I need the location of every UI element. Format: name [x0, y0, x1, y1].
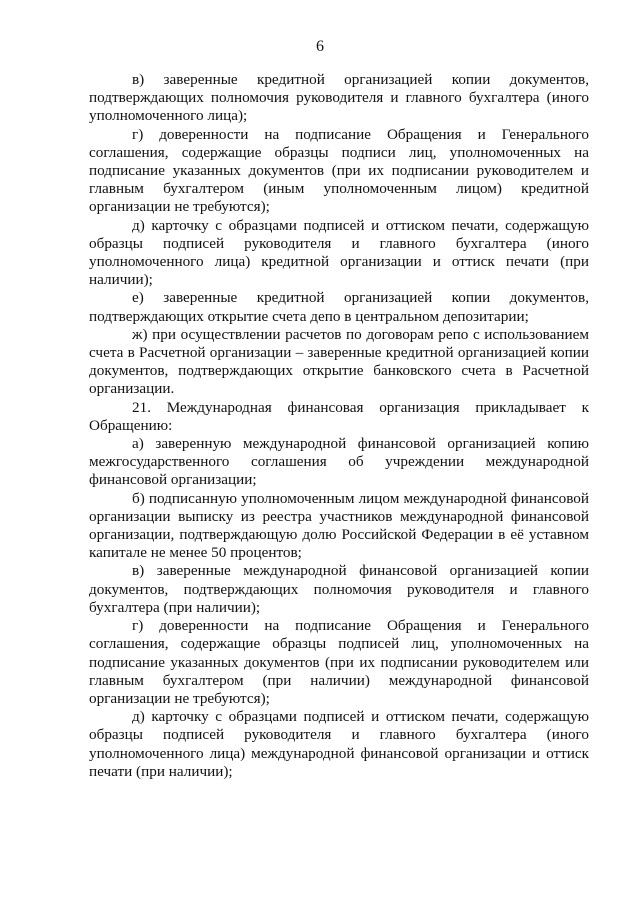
paragraph-g-bank-power-of-attorney: г) доверенности на подписание Обращения и Генерального соглашения, содержащие образцы подписи лиц, уполномоченных на подписание указанных документов (при их подписании руководителем и главным бухгалтером (иным уполномоченным лицом) кредитной организации не требуются);: [89, 125, 589, 216]
paragraph-b-ifo-register-extract: б) подписанную уполномоченным лицом международной финансовой организации выписку из реестра участников международной финансовой организации, подтверждающую долю Российской Федерации в её уставном капитале не менее 50 процентов;: [89, 489, 589, 562]
page-number: 6: [316, 38, 324, 55]
paragraph-d-ifo-signature-card: д) карточку с образцами подписей и оттиском печати, содержащую образцы подписей руководителя и главного бухгалтера (иного уполномоченного лица) международной финансовой организации и оттиск печати (при наличии);: [89, 708, 589, 780]
paragraph-21-heading: 21. Международная финансовая организация прикладывает к Обращению:: [89, 398, 589, 434]
paragraph-a-ifo-agreement: а) заверенную международной финансовой организацией копию межгосударственного соглашения об учреждении международной финансовой организации;: [89, 435, 589, 489]
paragraph-d-bank-signature-card: д) карточку с образцами подписей и оттиском печати, содержащую образцы подписей руководителя и главного бухгалтера (иного уполномоченного лица) кредитной организации и оттиск печати (при наличии);: [89, 216, 589, 289]
paragraph-zh-repo-settlement: ж) при осуществлении расчетов по договорам репо с использованием счета в Расчетной организации – заверенные кредитной организацией копии документов, подтверждающих открытие банковского счета в Расчетной организации.: [89, 325, 589, 398]
document-body: [89, 71, 589, 781]
paragraph-e-bank-depo-account: е) заверенные кредитной организацией копии документов, подтверждающих открытие счета депо в центральном депозитарии;: [89, 289, 589, 325]
paragraph-g-ifo-power-of-attorney: г) доверенности на подписание Обращения и Генерального соглашения, содержащие образцы подписей лиц, уполномоченных на подписание указанных документов (при их подписании руководителем или главным бухгалтером (при наличии) международной финансовой организации не требуются);: [89, 617, 589, 707]
paragraph-v-bank-copies: в) заверенные кредитной организацией копии документов, подтверждающих полномочия руководителя и главного бухгалтера (иного уполномоченного лица);: [89, 71, 589, 125]
paragraph-v-ifo-copies: в) заверенные международной финансовой организацией копии документов, подтверждающих полномочия руководителя и главного бухгалтера (при наличии);: [89, 562, 589, 616]
